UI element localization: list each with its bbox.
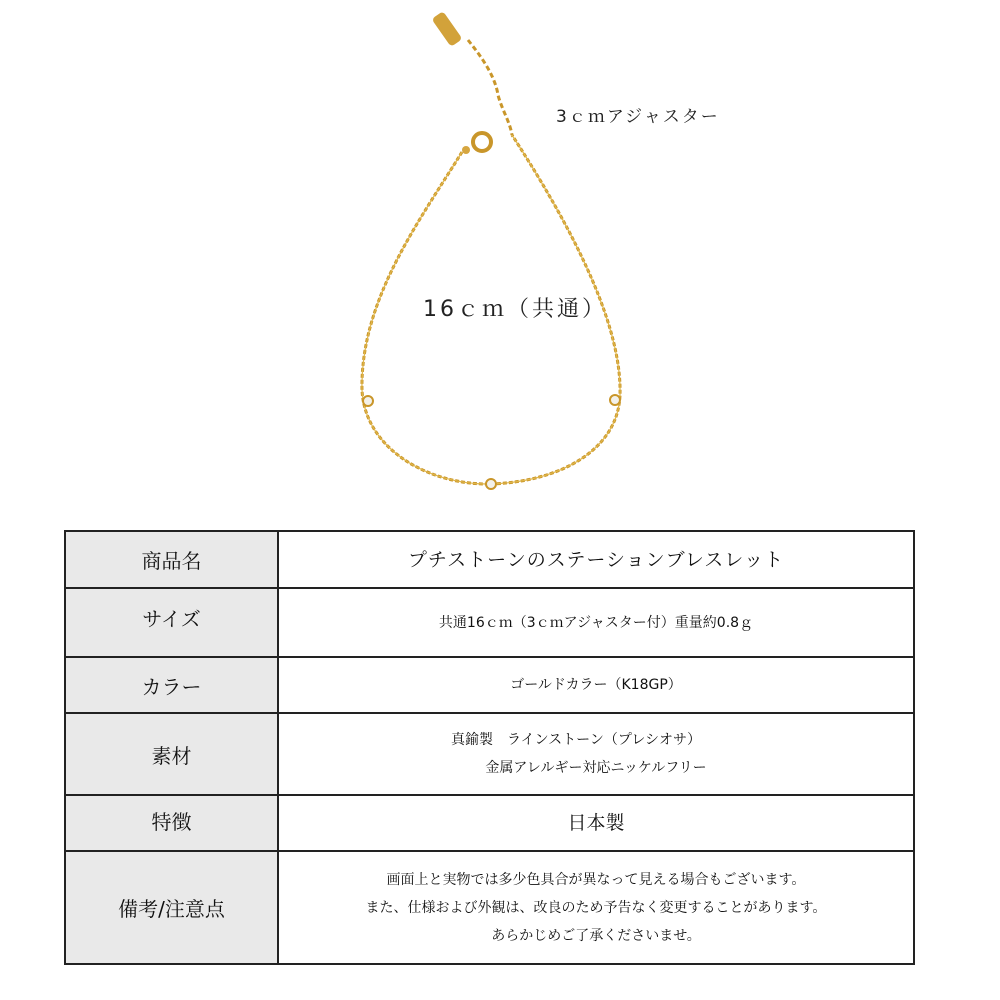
spec-value — [278, 657, 914, 713]
spec-value-line: また、仕様および外観は、改良のため予告なく変更することがあります。 — [365, 899, 827, 916]
spec-value — [278, 713, 914, 795]
spec-value-line: あらかじめご了承くださいませ。 — [491, 927, 701, 944]
bracelet-length-label: 16ｃｍ（共通） — [423, 297, 607, 322]
spec-key: 商品名 — [65, 531, 278, 588]
spec-value-line: 金属アレルギー対応ニッケルフリー — [485, 760, 707, 776]
spec-key: 素材 — [65, 713, 278, 795]
spec-row-feature — [65, 795, 914, 851]
spec-value — [278, 851, 914, 964]
spec-value — [278, 795, 914, 851]
spec-value-line: プチストーンのステーションブレスレット — [407, 548, 785, 571]
spec-table — [64, 530, 915, 965]
spec-row-name — [65, 531, 914, 588]
stone-markers — [363, 395, 620, 489]
spec-value — [278, 588, 914, 657]
spec-key: 特徴 — [65, 795, 278, 851]
spec-row-size — [65, 588, 914, 657]
stone-left — [363, 396, 373, 406]
spec-value-line: 真鍮製 ラインストーン（プレシオサ） — [451, 732, 701, 748]
spec-value-line: 日本製 — [567, 812, 625, 834]
adjuster-chain — [468, 40, 512, 135]
spec-value — [278, 531, 914, 588]
spec-value-line: ゴールドカラー（K18GP） — [510, 677, 682, 693]
spec-row-notes — [65, 851, 914, 964]
stone-right — [610, 395, 620, 405]
spec-row-color — [65, 657, 914, 713]
brand-tag — [432, 11, 463, 47]
spec-row-material — [65, 713, 914, 795]
spec-key: カラー — [65, 657, 278, 713]
spec-key: サイズ — [65, 588, 278, 657]
spec-key: 備考/注意点 — [65, 851, 278, 964]
spec-value-line: 画面上と実物では多少色具合が異なって見える場合もございます。 — [386, 871, 806, 888]
spring-clasp — [473, 133, 491, 151]
spec-value-line: 共通16ｃｍ（3ｃｍアジャスター付）重量約0.8ｇ — [438, 614, 754, 631]
stone-bottom — [486, 479, 496, 489]
adjuster-length-label: 3ｃｍアジャスター — [556, 107, 720, 127]
